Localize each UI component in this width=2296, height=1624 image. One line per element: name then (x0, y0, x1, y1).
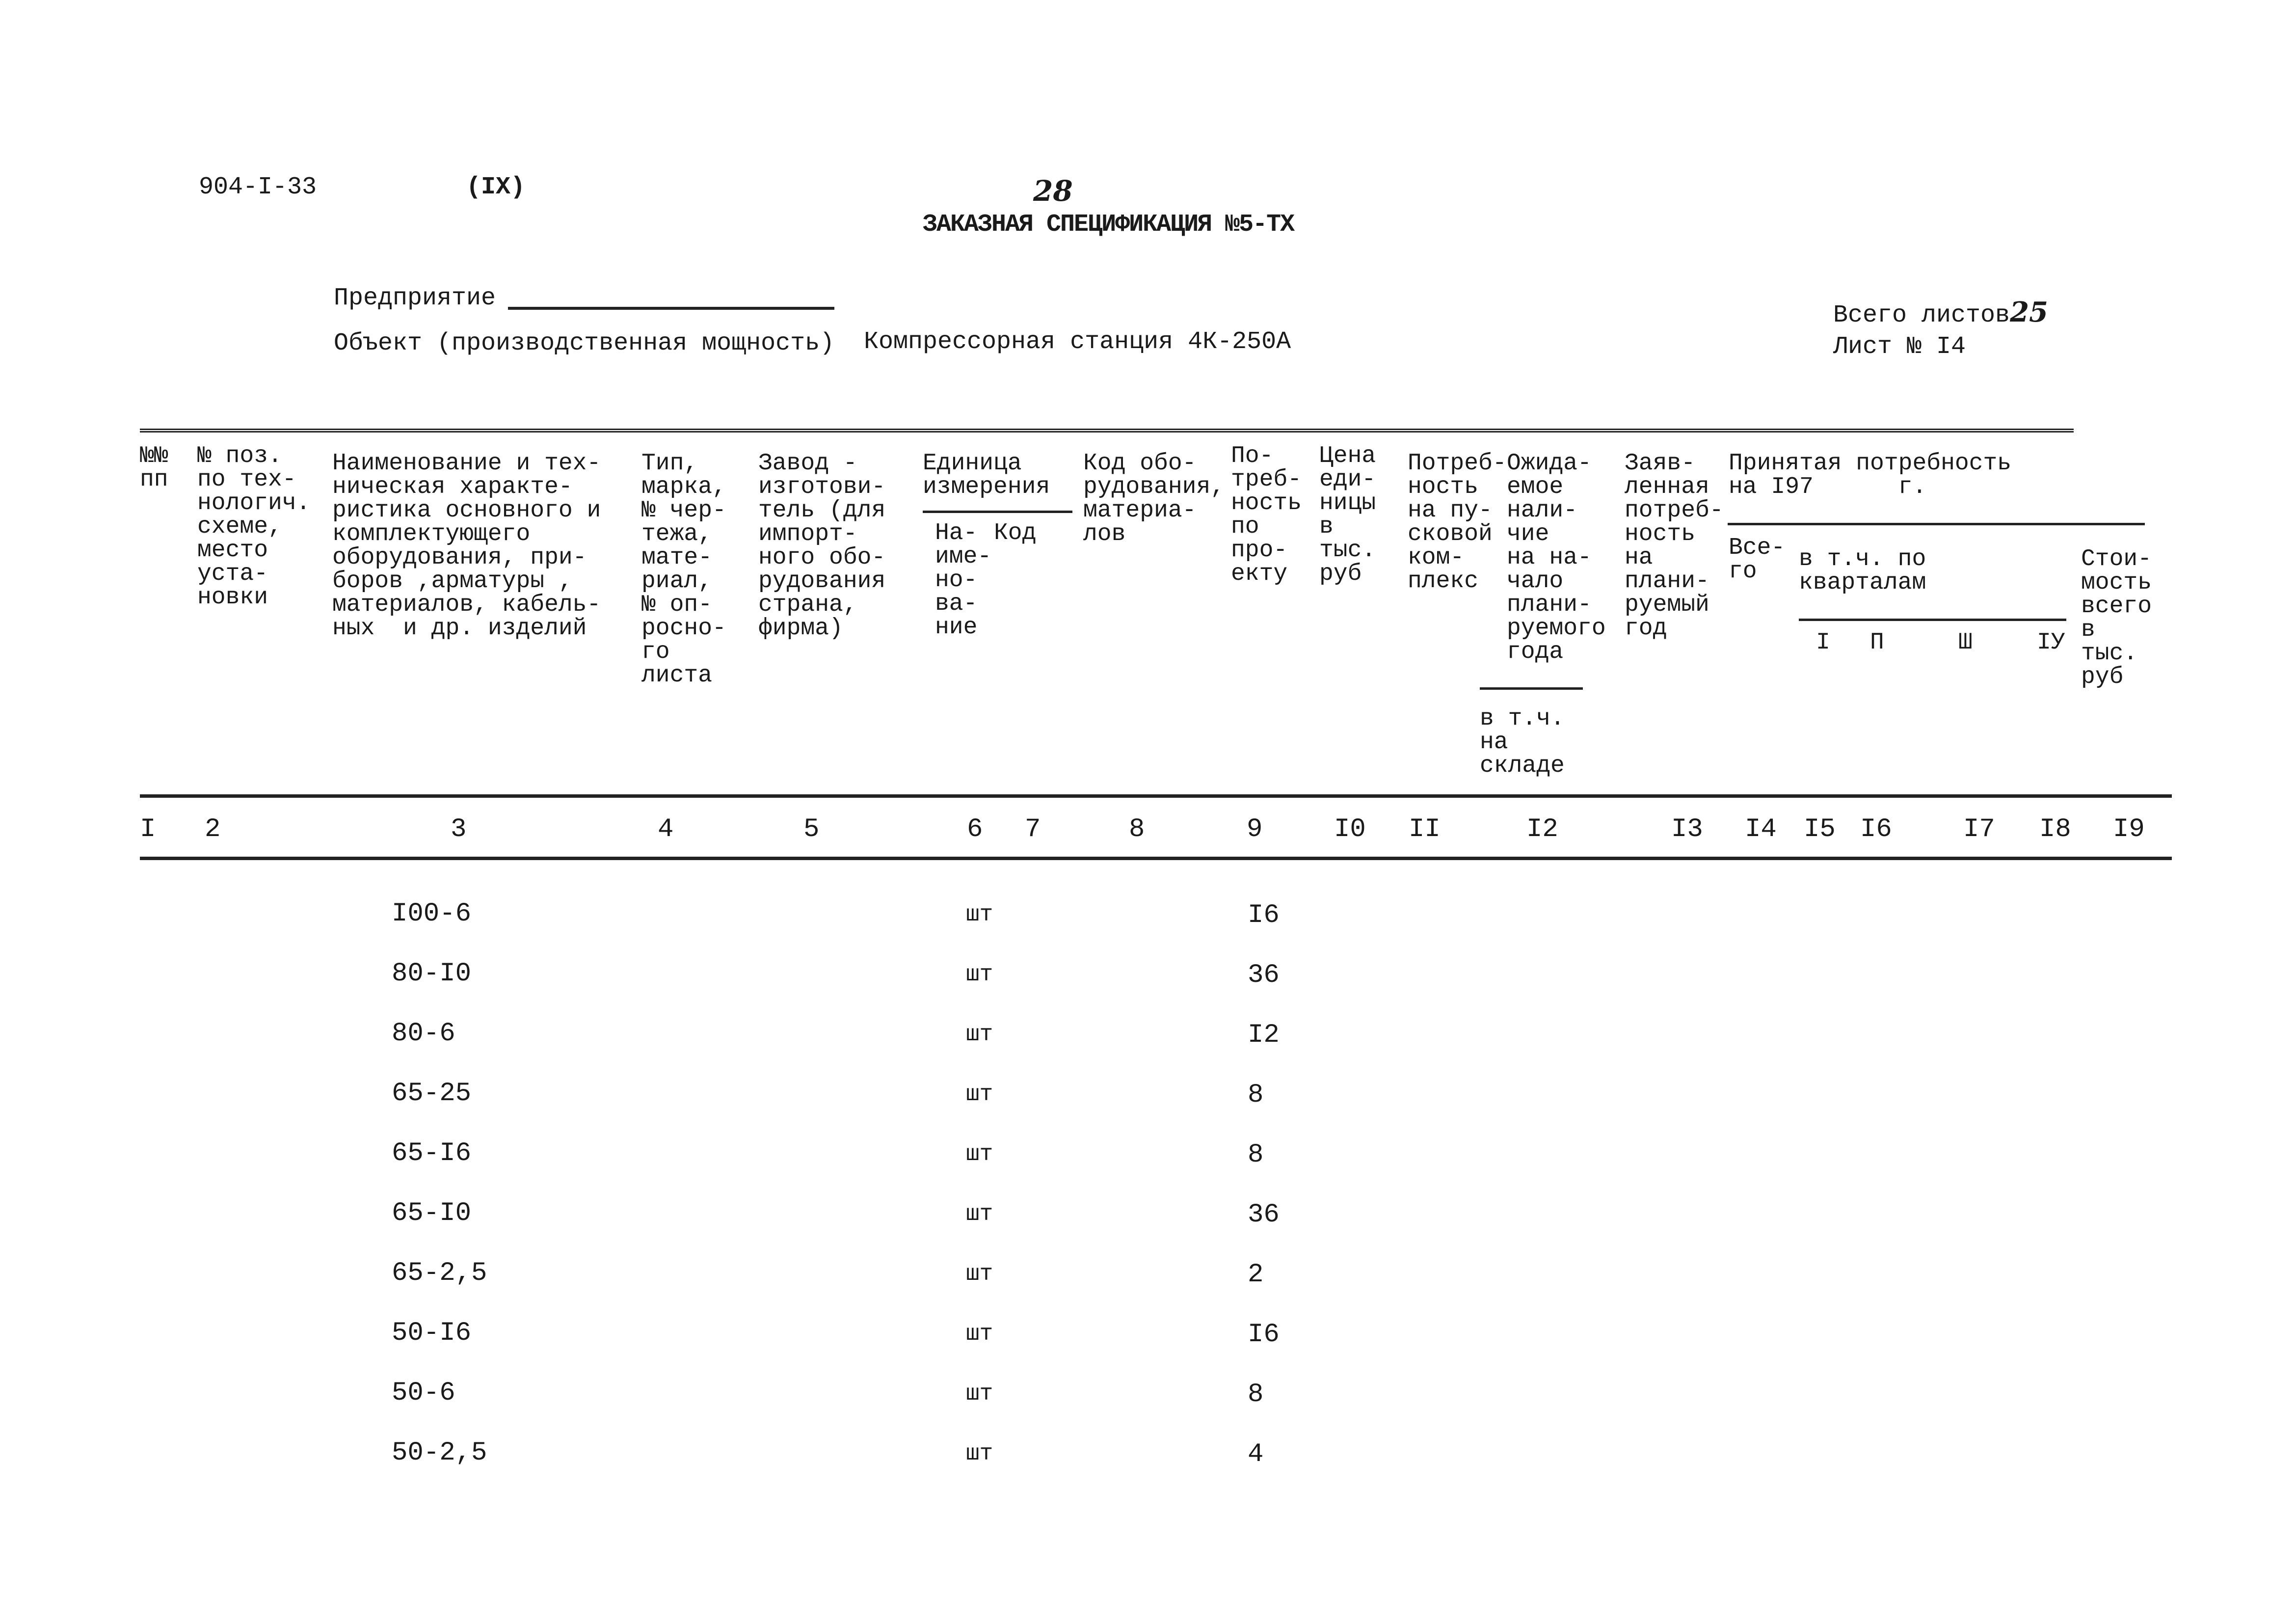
total-sheets-value: 25 (2010, 296, 2048, 328)
col-number: 4 (658, 814, 674, 844)
header-col-3: Наименование и тех- ническая характе- ристика основного и комплектующего оборудования, при- боров ,арматуры , материалов, кабель- ных и др. изделий (332, 450, 601, 642)
col-number: 9 (1247, 814, 1263, 844)
header-col-2: № поз. по тех- нологич. схеме, место уста- новки (197, 443, 311, 611)
row-unit: шт (966, 1201, 993, 1227)
row-name: 65-2,5 (392, 1258, 487, 1288)
header-col-5: Завод - изготови- тель (для импорт- ного обо- рудования страна, фирма) (758, 450, 886, 642)
header-col-6-7: Единица измерения (923, 450, 1050, 500)
object-label: Объект (производственная мощность) (334, 329, 835, 357)
col-number: 5 (803, 814, 820, 844)
header-q4: IУ (2037, 629, 2065, 656)
header-col-6: На- име- но- ва- ние (935, 520, 992, 641)
col-number: I6 (1860, 814, 1892, 844)
col-number: I4 (1745, 814, 1777, 844)
accepted-subheader-rule (1728, 523, 2145, 525)
row-name: 65-I6 (392, 1138, 472, 1168)
quarters-subheader-rule (1799, 619, 2066, 621)
col-number: I9 (2113, 814, 2145, 844)
row-name: 80-6 (392, 1019, 455, 1049)
row-name: 50-2,5 (392, 1438, 487, 1468)
table-top-rule (140, 429, 2074, 433)
stock-subheader-rule (1480, 687, 1583, 690)
header-col-9: По- треб- ность по про- екту (1231, 443, 1302, 587)
enterprise-label: Предприятие (334, 284, 496, 312)
col-number: I8 (2039, 814, 2071, 844)
column-numbers-bottom-rule (140, 857, 2172, 860)
col-number: 2 (205, 814, 221, 844)
row-unit: шт (966, 902, 993, 927)
total-sheets (1833, 298, 2048, 328)
row-qty: 36 (1248, 960, 1280, 990)
document-code: 904-I-33 (199, 173, 317, 201)
header-col-19: Стои- мость всего в тыс. руб (2081, 546, 2152, 690)
header-q1: I (1816, 629, 1830, 656)
unit-subheader-rule (923, 511, 1072, 513)
total-sheets-label: Всего листов (1833, 301, 2010, 329)
header-bottom-rule (140, 794, 2172, 798)
header-col-10: Цена еди- ницы в тыс. руб (1319, 443, 1376, 587)
header-col-11: Потреб- ность на пу- сковой ком- плекс (1408, 450, 1507, 595)
header-col-12-stock: в т.ч. на складе (1480, 705, 1565, 779)
document-title: ЗАКАЗНАЯ СПЕЦИФИКАЦИЯ №5-ТХ (923, 211, 1294, 239)
col-number: I7 (1963, 814, 1995, 844)
header-col-4: Тип, марка, № чер- тежа, мате- риал, № оп- росно- го листа (641, 450, 726, 689)
col-number: 7 (1025, 814, 1041, 844)
header-col-13: Заяв- ленная потреб- ность на плани- руемый год (1625, 450, 1724, 642)
header-col-8: Код обо- рудования, материа- лов (1083, 450, 1225, 547)
header-q2: П (1870, 629, 1884, 656)
row-qty: 4 (1248, 1439, 1264, 1469)
row-name: 50-I6 (392, 1318, 472, 1348)
header-col-1: №№ пп (140, 443, 168, 493)
row-qty: I6 (1248, 900, 1280, 930)
header-col-14: Все- го (1729, 535, 1786, 585)
col-number: I3 (1671, 814, 1703, 844)
header-q3: Ш (1958, 629, 1973, 656)
row-qty: 8 (1248, 1380, 1264, 1409)
row-unit: шт (966, 962, 993, 987)
row-name: 65-I0 (392, 1198, 472, 1228)
col-number: II (1409, 814, 1441, 844)
col-number: 6 (967, 814, 983, 844)
col-number: I0 (1334, 814, 1366, 844)
col-number: I2 (1526, 814, 1558, 844)
col-number: 3 (451, 814, 467, 844)
sheet-number: Лист № I4 (1833, 333, 1966, 361)
page-number: 28 (1033, 174, 1073, 208)
row-qty: 8 (1248, 1080, 1264, 1110)
row-unit: шт (966, 1261, 993, 1287)
row-name: 80-I0 (392, 959, 472, 989)
row-qty: I2 (1248, 1020, 1280, 1050)
row-qty: 2 (1248, 1260, 1264, 1290)
row-qty: I6 (1248, 1320, 1280, 1350)
row-unit: шт (966, 1321, 993, 1347)
row-unit: шт (966, 1381, 993, 1407)
row-unit: шт (966, 1082, 993, 1107)
row-name: 50-6 (392, 1378, 455, 1408)
header-col-12: Ожида- емое нали- чие на на- чало плани- руемого года (1507, 450, 1606, 665)
row-unit: шт (966, 1022, 993, 1047)
row-unit: шт (966, 1141, 993, 1167)
header-col-15-18: в т.ч. по кварталам (1799, 546, 1926, 596)
col-number: 8 (1129, 814, 1145, 844)
header-col-14-18: Принятая потребность на I97 г. (1729, 450, 2012, 500)
enterprise-blank-line (508, 307, 834, 310)
object-value: Компрессорная станция 4К-250А (864, 328, 1291, 356)
row-name: I00-6 (392, 899, 472, 929)
row-qty: 36 (1248, 1200, 1280, 1230)
row-qty: 8 (1248, 1140, 1264, 1170)
row-name: 65-25 (392, 1079, 472, 1109)
volume-number: (IX) (466, 173, 526, 201)
col-number: I5 (1804, 814, 1836, 844)
row-unit: шт (966, 1441, 993, 1466)
header-col-7: Код (994, 520, 1037, 546)
col-number: I (140, 814, 156, 844)
